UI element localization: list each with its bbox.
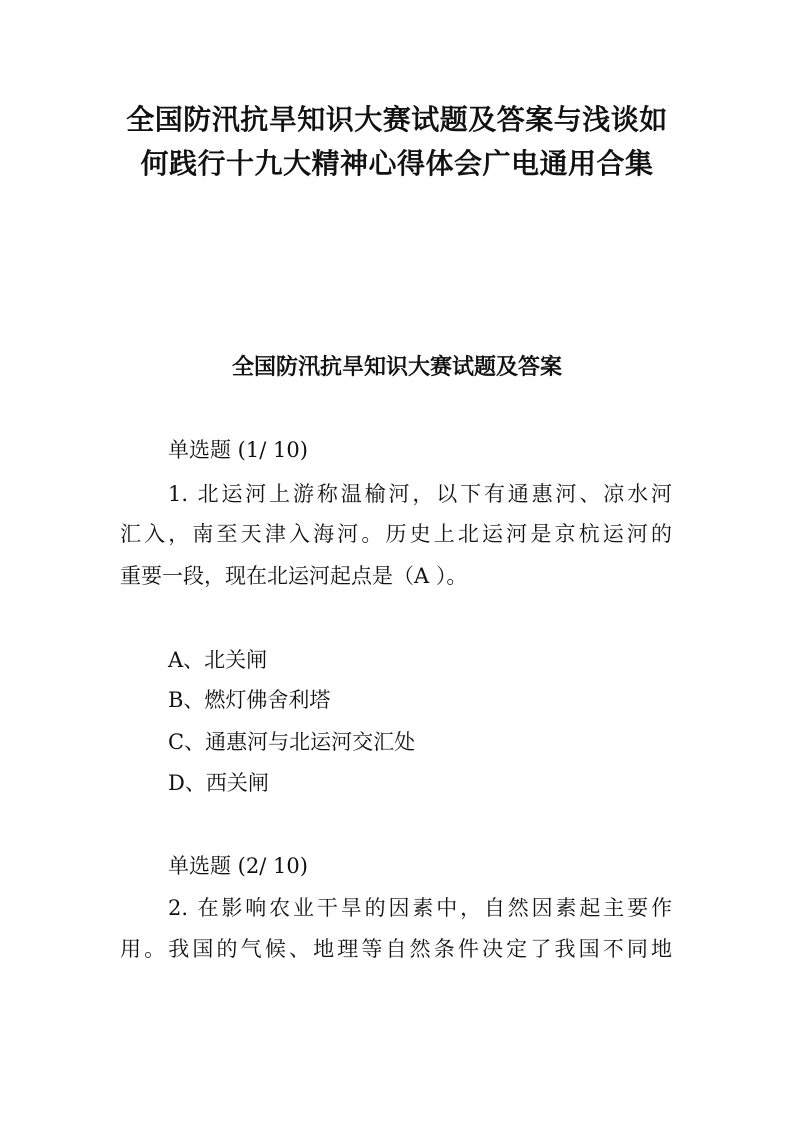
question-text-line: 重要一段，现在北运河起点是（A ）。 [120,564,468,588]
question-type-label: 单选题 (1/ 10) [168,438,308,462]
answer-option-b: B、燃灯佛舍利塔 [168,688,331,712]
answer-option-a: A、北关闸 [168,648,268,672]
answer-option-d: D、西关闸 [168,771,269,795]
document-title: 全国防汛抗旱知识大赛试题及答案与浅谈如何践行十九大精神心得体会广电通用合集 [126,103,668,180]
question-text-line: 汇入，南至天津入海河。历史上北运河是京杭运河的 [120,522,672,546]
question-type-label: 单选题 (2/ 10) [168,854,308,878]
question-text-line: 1. 北运河上游称温榆河，以下有通惠河、凉水河 [168,482,672,506]
question-text-line: 用。我国的气候、地理等自然条件决定了我国不同地 [120,937,672,961]
answer-option-c: C、通惠河与北运河交汇处 [168,730,416,754]
section-heading: 全国防汛抗旱知识大赛试题及答案 [231,354,562,380]
question-text-line: 2. 在影响农业干旱的因素中，自然因素起主要作 [168,896,672,920]
